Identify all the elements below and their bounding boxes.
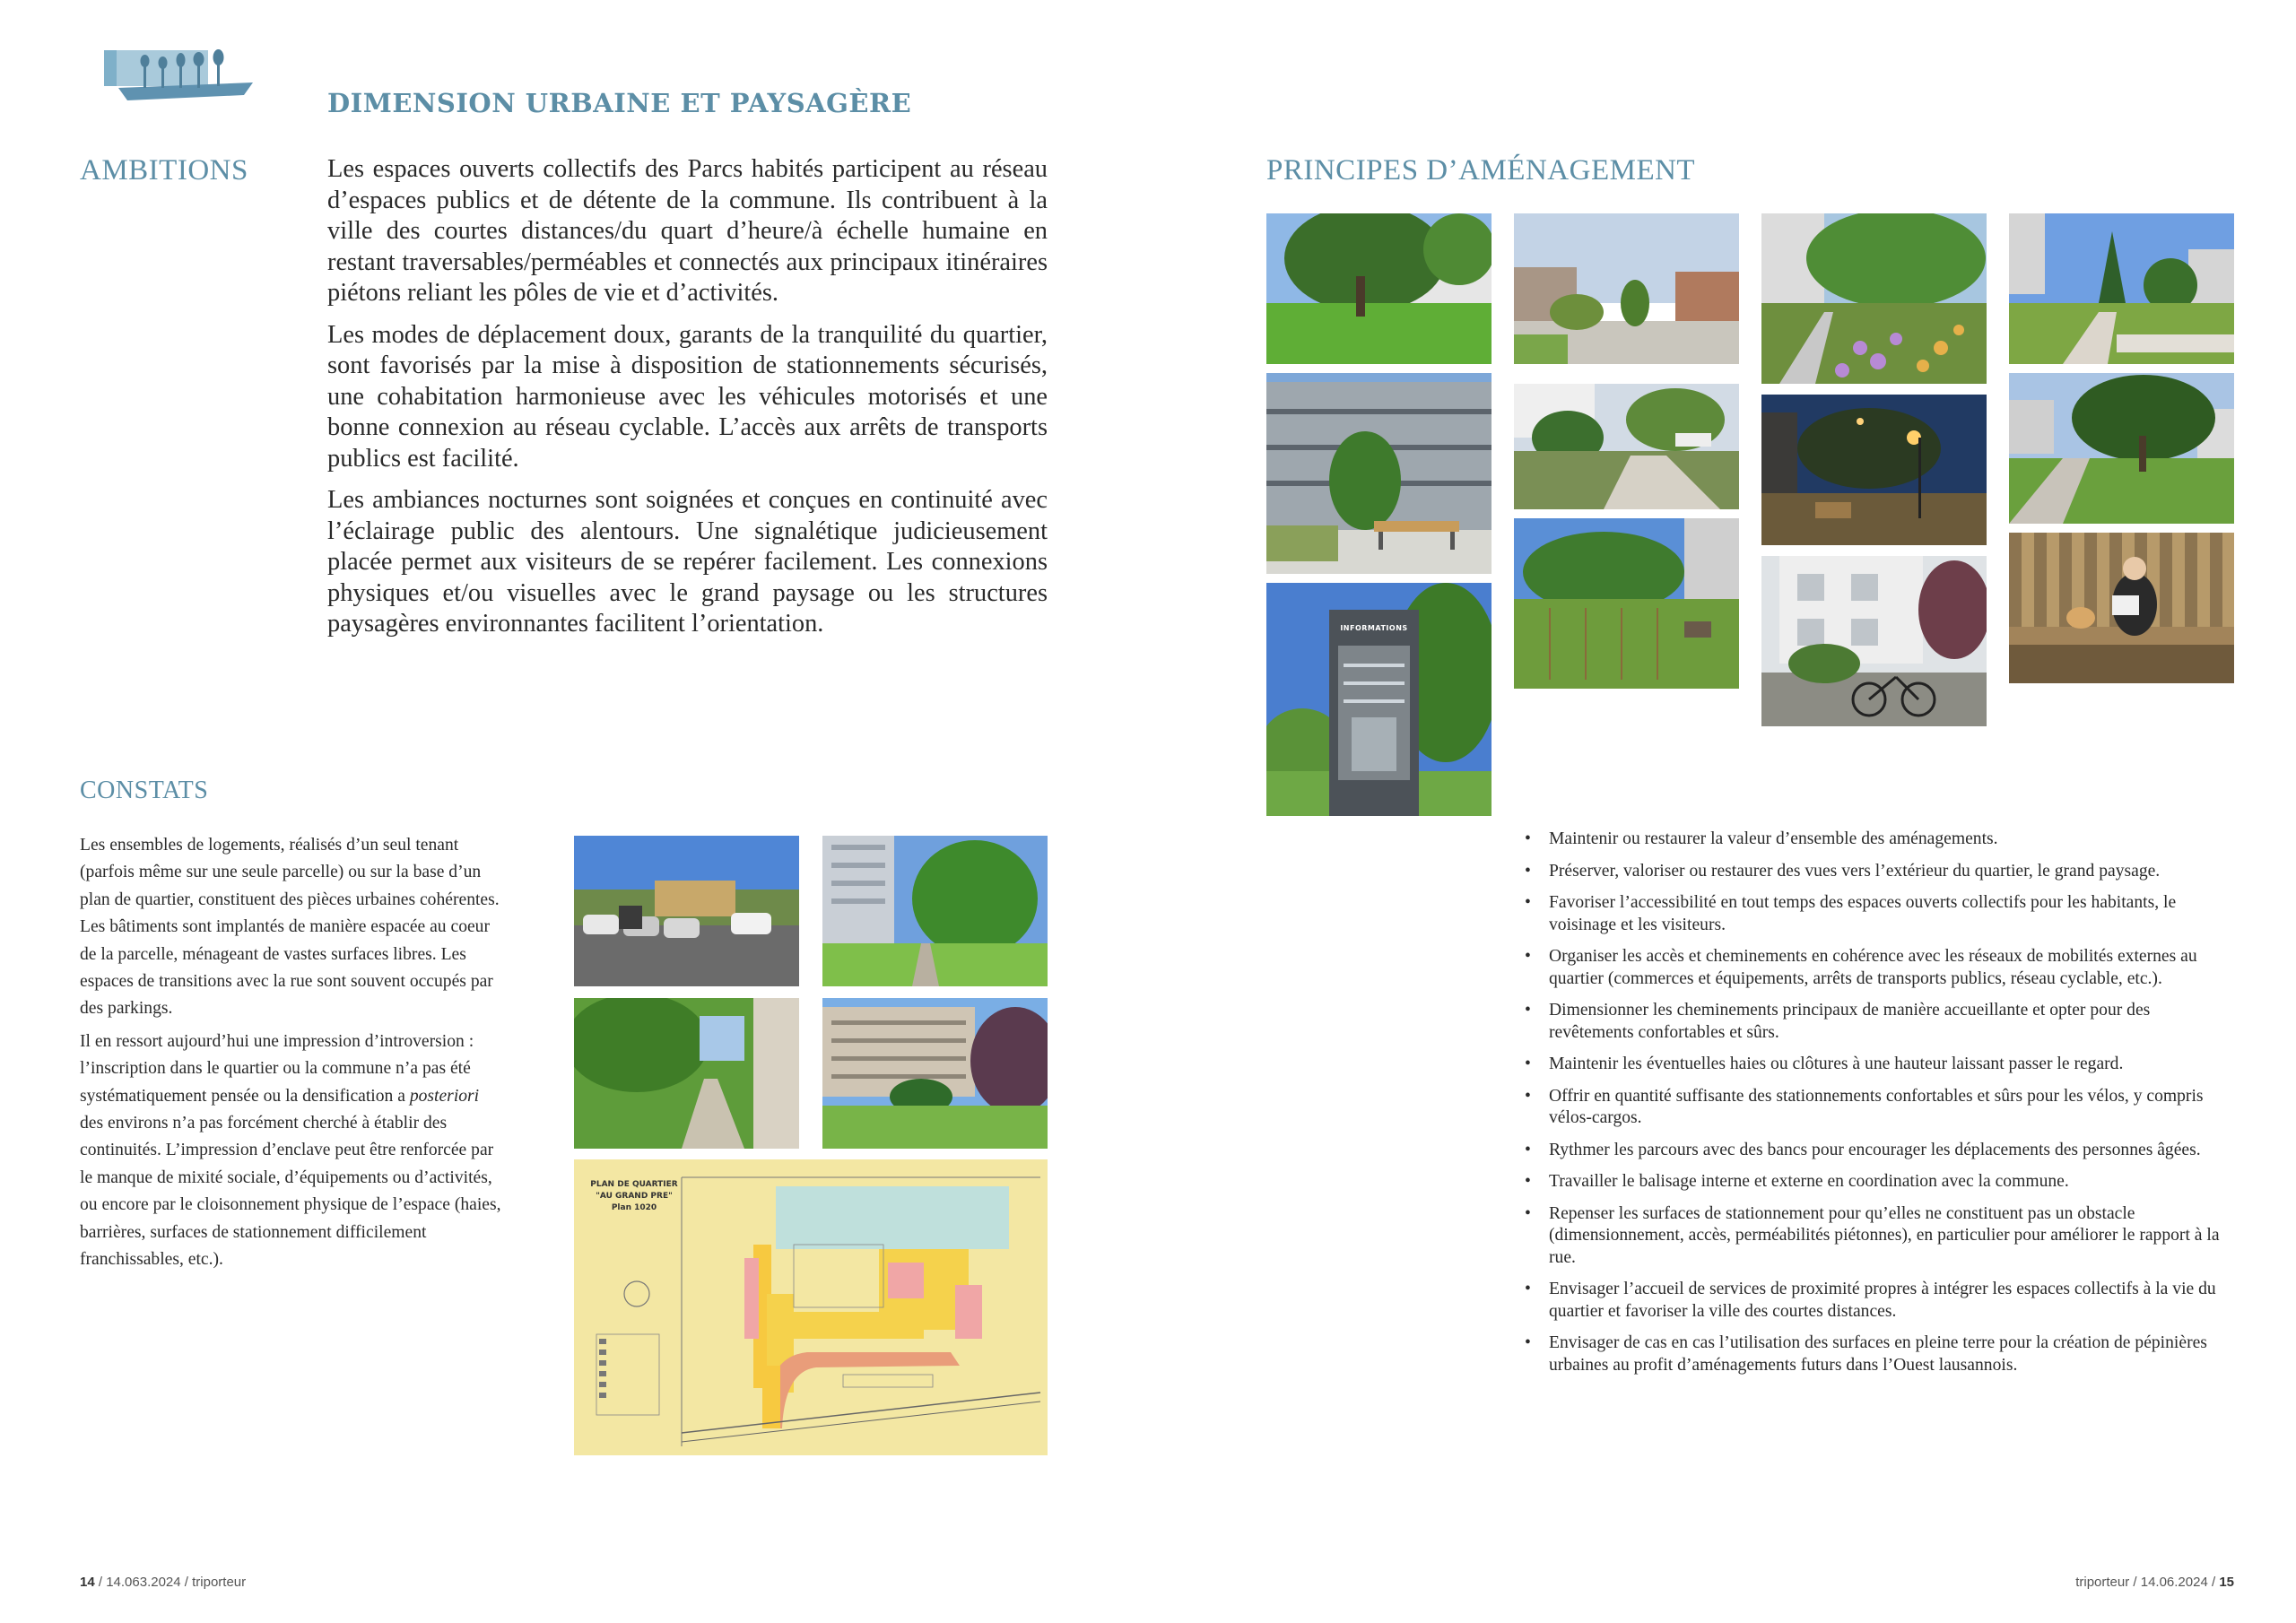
list-item: • Maintenir ou restaurer la valeur d’ensemble des aménagements.	[1525, 829, 1998, 848]
plan-title: PLAN DE QUARTIER "AU GRAND PRE" Plan 1020	[590, 1180, 678, 1212]
ambitions-heading: AMBITIONS	[80, 154, 248, 187]
trees-on-platform-icon	[100, 47, 253, 106]
photo-building-lawn	[822, 998, 1048, 1149]
photo-tree-walkway	[2009, 373, 2234, 524]
list-item: • Envisager de cas en cas l’utilisation des surfaces en pleine terre pour la création de pépinières urbaines au profit d’aménagements futurs dans l’Ouest lausannois.	[1525, 1333, 2207, 1375]
photo-vineyard-garden	[1514, 518, 1739, 689]
photo-tower-path	[822, 836, 1048, 986]
principes-heading: PRINCIPES D’AMÉNAGEMENT	[1266, 154, 1696, 187]
photo-path-lawn	[2009, 213, 2234, 364]
photo-bicycle-court	[1761, 556, 1987, 726]
constats-paragraph: Il en ressort aujourd’hui une impression d’introversion : l’inscription dans le quartier ou la commune n’a pas été systématiquement pensée ou la densification a posteriori des environs n’a pas forcément cherché à établir des continuités. L’impression d’enclave peut être renforcée par le manque de mixité sociale, d’équipements ou d’activités, ou encore par le cloisonnement physique de l’espace (haies, barrières, surfaces de stationnement difficilement franchissables, etc.).	[80, 1031, 501, 1270]
quarter-plan-drawing	[574, 1159, 1048, 1455]
photo-bench-building	[1266, 373, 1492, 574]
list-item: • Rythmer les parcours avec des bancs pour encourager les déplacements des personnes âgées.	[1525, 1140, 2201, 1159]
sign-label: INFORMATIONS	[1340, 624, 1408, 632]
ambitions-paragraph: Les espaces ouverts collectifs des Parcs habités participent au réseau d’espaces publics et de détente de la commune. Ils contribuent à la ville des courtes distances/du quart d’heure/à échelle humaine en restant traversables/perméables et connectés aux principaux itinéraires piétons reliant les pôles de vie et d’activités.	[327, 155, 1048, 307]
list-item: • Envisager l’accueil de services de proximité propres à intégrer les espaces collectifs à la vie du quartier et favoriser la ville des courtes distances.	[1525, 1280, 2216, 1321]
footer-left: 14 / 14.063.2024 / triporteur	[80, 1575, 247, 1590]
photo-park-trees	[1266, 213, 1492, 364]
constats-text	[80, 832, 501, 1280]
principles-list	[1525, 829, 2233, 1386]
ambitions-text	[327, 154, 1048, 651]
photo-woman-bench	[2009, 533, 2234, 683]
list-item: • Maintenir les éventuelles haies ou clôtures à une hauteur laissant passer le regard.	[1525, 1055, 2124, 1073]
constats-paragraph: Les ensembles de logements, réalisés d’un seul tenant (parfois même sur une seule parcelle) ou sur la base d’un plan de quartier, constituent des pièces urbaines cohérentes. Les bâtiments sont implantés de manière espacée au coeur de la parcelle, ménageant de vastes surfaces libres. Les espaces de transitions avec la rue sont souvent occupés par des parkings.	[80, 836, 500, 1019]
photo-parking	[574, 836, 799, 986]
footer-right: triporteur / 14.06.2024 / 15	[2075, 1575, 2234, 1590]
ambitions-paragraph: Les ambiances nocturnes sont soignées et conçues en continuité avec l’éclairage public des alentours. Une signalétique judicieusement placée permet aux visiteurs de se repérer facilement. Les connexions physiques et/ou visuelles avec le grand paysage ou les structures paysagères environnantes facilitent l’orientation.	[327, 486, 1048, 638]
logo	[100, 47, 253, 106]
list-item: • Travailler le balisage interne et externe en coordination avec la commune.	[1525, 1172, 2069, 1191]
list-item: • Organiser les accès et cheminements en cohérence avec les réseaux de mobilités externes au quartier (commerces et équipements, arrêts de transports publics, réseau cyclable, etc.).	[1525, 947, 2197, 988]
photo-information-sign	[1266, 583, 1492, 816]
ambitions-paragraph: Les modes de déplacement doux, garants de la tranquilité du quartier, sont favorisés par la mise à disposition de stationnements sécurisés, une cohabitation harmonieuse avec les véhicules motorisés et une bonne connexion au réseau cyclable. L’accès aux arrêts de transports publics est facilité.	[327, 320, 1048, 473]
list-item: • Offrir en quantité suffisante des stationnements confortables et sûrs pour les vélos, y compris vélos-cargos.	[1525, 1086, 2204, 1127]
photo-night-lighting	[1761, 395, 1987, 545]
list-item: • Repenser les surfaces de stationnement pour qu’elles ne constituent pas un obstacle (dimensionnement, accès, perméabilités piétonnes), en particulier pour améliorer le rapport à la rue.	[1525, 1203, 2220, 1267]
section-title: DIMENSION URBAINE ET PAYSAGÈRE	[327, 88, 912, 118]
photo-green-path	[574, 998, 799, 1149]
list-item: • Préserver, valoriser ou restaurer des vues vers l’extérieur du quartier, le grand paysage.	[1525, 861, 2161, 881]
photo-planted-path	[1761, 213, 1987, 384]
list-item: • Favoriser l’accessibilité en tout temps des espaces ouverts collectifs pour les habitants, le voisinage et les visiteurs.	[1525, 893, 2177, 934]
photo-square	[1514, 213, 1739, 364]
constats-heading: CONSTATS	[80, 777, 209, 804]
list-item: • Dimensionner les cheminements principaux de manière accueillante et opter pour des revêtements confortables et sûrs.	[1525, 1001, 2151, 1042]
photo-garden-path	[1514, 384, 1739, 509]
